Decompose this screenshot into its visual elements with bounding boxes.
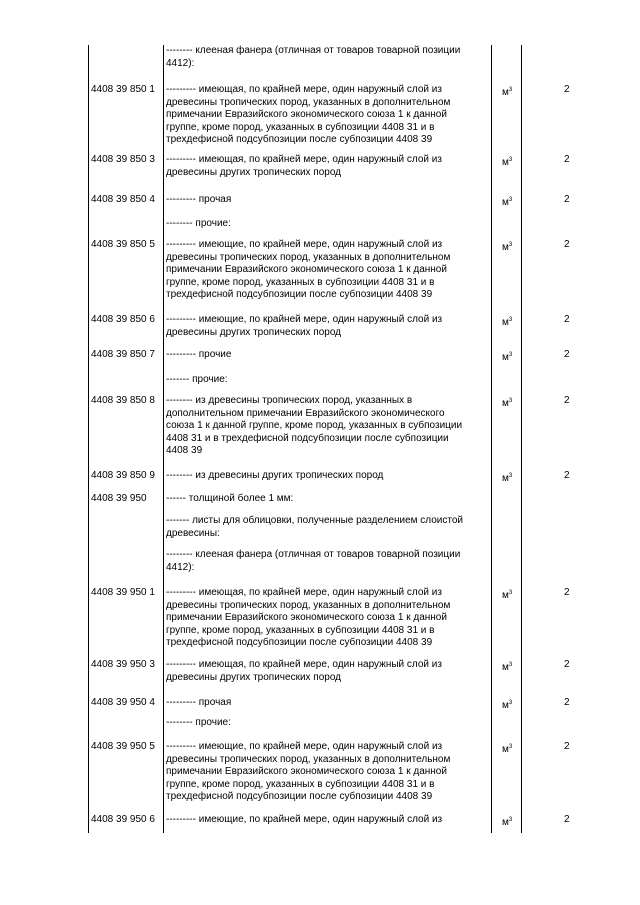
commodity-description: --------- имеющая, по крайней мере, один наружный слой из древесины тропических пород, указанных в дополнительном примечании Евразийского экономического союза 1 к данной группе, кроме пород, указанных в субпозиции 4408 31 и в трехдефисной подсубпозиции после субпозиции 4408 39 bbox=[166, 587, 451, 648]
commodity-code: 4408 39 850 6 bbox=[91, 314, 155, 325]
unit-base: м bbox=[502, 473, 509, 484]
commodity-description: --------- имеющая, по крайней мере, один наружный слой из древесины тропических пород, указанных в дополнительном примечании Евразийского экономического союза 1 к данной группе, кроме пород, указанных в субпозиции 4408 31 и в трехдефисной подсубпозиции после субпозиции 4408 39 bbox=[166, 84, 451, 145]
commodity-description: ------- прочие: bbox=[166, 374, 228, 385]
commodity-description: ------ толщиной более 1 мм: bbox=[166, 493, 294, 504]
value: 2 bbox=[564, 697, 570, 708]
commodity-description: --------- имеющие, по крайней мере, один наружный слой из древесины других тропических пород bbox=[166, 314, 443, 338]
commodity-description: -------- клееная фанера (отличная от товаров товарной позиции 4412): bbox=[166, 45, 461, 69]
value: 2 bbox=[564, 814, 570, 825]
unit-of-measure bbox=[502, 314, 512, 330]
unit-exponent: 3 bbox=[508, 317, 513, 323]
commodity-code: 4408 39 950 3 bbox=[91, 659, 155, 670]
unit-base: м bbox=[502, 817, 509, 828]
unit-base: м bbox=[502, 242, 509, 253]
unit-of-measure bbox=[502, 194, 512, 210]
unit-base: м bbox=[502, 662, 509, 673]
value: 2 bbox=[564, 194, 570, 205]
unit-of-measure bbox=[502, 84, 512, 100]
unit-of-measure bbox=[502, 814, 512, 830]
commodity-description: -------- из древесины тропических пород, указанных в дополнительном примечании Евразийского экономического союза 1 к данной группе, кроме пород, указанных в субпозиции 4408 31 и в трехдефисной подсубпозиции после субпозиции 4408 39 bbox=[166, 395, 463, 456]
commodity-code: 4408 39 850 8 bbox=[91, 395, 155, 406]
commodity-code: 4408 39 850 5 bbox=[91, 239, 155, 250]
commodity-description: --------- имеющие, по крайней мере, один наружный слой из древесины тропических пород, указанных в дополнительном примечании Евразийского экономического союза 1 к данной группе, кроме пород, указанных в субпозиции 4408 31 и в трехдефисной подсубпозиции после субпозиции 4408 39 bbox=[166, 239, 451, 300]
unit-exponent: 3 bbox=[508, 398, 513, 404]
unit-of-measure bbox=[502, 395, 512, 411]
unit-of-measure bbox=[502, 659, 512, 675]
commodity-code: 4408 39 950 6 bbox=[91, 814, 155, 825]
unit-of-measure bbox=[502, 587, 512, 603]
value: 2 bbox=[564, 741, 570, 752]
commodity-code: 4408 39 850 1 bbox=[91, 84, 155, 95]
unit-of-measure bbox=[502, 349, 512, 365]
commodity-description: -------- прочие: bbox=[166, 717, 231, 728]
unit-exponent: 3 bbox=[508, 817, 513, 823]
commodity-description: -------- прочие: bbox=[166, 218, 231, 229]
unit-of-measure bbox=[502, 741, 512, 757]
column-divider-unit bbox=[521, 45, 522, 833]
unit-exponent: 3 bbox=[508, 744, 513, 750]
value: 2 bbox=[564, 587, 570, 598]
unit-base: м bbox=[502, 317, 509, 328]
unit-base: м bbox=[502, 197, 509, 208]
commodity-description: --------- прочая bbox=[166, 194, 232, 205]
commodity-code: 4408 39 950 bbox=[91, 493, 147, 504]
unit-base: м bbox=[502, 700, 509, 711]
unit-exponent: 3 bbox=[508, 700, 513, 706]
unit-of-measure bbox=[502, 697, 512, 713]
commodity-description: -------- клееная фанера (отличная от товаров товарной позиции 4412): bbox=[166, 549, 461, 573]
unit-exponent: 3 bbox=[508, 87, 513, 93]
commodity-description: --------- имеющие, по крайней мере, один наружный слой из древесины тропических пород, указанных в дополнительном примечании Евразийского экономического союза 1 к данной группе, кроме пород, указанных в субпозиции 4408 31 и в трехдефисной подсубпозиции после субпозиции 4408 39 bbox=[166, 741, 451, 802]
table-border-left bbox=[88, 45, 89, 833]
commodity-code: 4408 39 850 9 bbox=[91, 470, 155, 481]
unit-base: м bbox=[502, 157, 509, 168]
value: 2 bbox=[564, 84, 570, 95]
column-divider-code bbox=[163, 45, 164, 833]
value: 2 bbox=[564, 659, 570, 670]
value: 2 bbox=[564, 470, 570, 481]
commodity-description: --------- имеющая, по крайней мере, один наружный слой из древесины других тропических пород bbox=[166, 659, 442, 683]
unit-exponent: 3 bbox=[508, 473, 513, 479]
commodity-description: -------- из древесины других тропических пород bbox=[166, 470, 384, 481]
value: 2 bbox=[564, 239, 570, 250]
unit-base: м bbox=[502, 590, 509, 601]
commodity-description: --------- прочая bbox=[166, 697, 232, 708]
unit-base: м bbox=[502, 744, 509, 755]
unit-exponent: 3 bbox=[508, 662, 513, 668]
unit-of-measure bbox=[502, 154, 512, 170]
unit-of-measure bbox=[502, 239, 512, 255]
unit-exponent: 3 bbox=[508, 590, 513, 596]
unit-exponent: 3 bbox=[508, 242, 513, 248]
value: 2 bbox=[564, 349, 570, 360]
unit-exponent: 3 bbox=[508, 352, 513, 358]
unit-exponent: 3 bbox=[508, 197, 513, 203]
commodity-code: 4408 39 850 4 bbox=[91, 194, 155, 205]
commodity-description: --------- прочие bbox=[166, 349, 232, 360]
commodity-description: ------- листы для облицовки, полученные разделением слоистой древесины: bbox=[166, 515, 463, 539]
unit-base: м bbox=[502, 352, 509, 363]
value: 2 bbox=[564, 395, 570, 406]
commodity-code: 4408 39 950 1 bbox=[91, 587, 155, 598]
commodity-description: --------- имеющая, по крайней мере, один наружный слой из древесины других тропических пород bbox=[166, 154, 442, 178]
commodity-code: 4408 39 950 4 bbox=[91, 697, 155, 708]
unit-base: м bbox=[502, 398, 509, 409]
commodity-code: 4408 39 950 5 bbox=[91, 741, 155, 752]
commodity-description: --------- имеющие, по крайней мере, один наружный слой из bbox=[166, 814, 443, 825]
unit-exponent: 3 bbox=[508, 157, 513, 163]
column-divider-desc bbox=[491, 45, 492, 833]
unit-base: м bbox=[502, 87, 509, 98]
value: 2 bbox=[564, 314, 570, 325]
commodity-code: 4408 39 850 3 bbox=[91, 154, 155, 165]
unit-of-measure bbox=[502, 470, 512, 486]
commodity-code: 4408 39 850 7 bbox=[91, 349, 155, 360]
value: 2 bbox=[564, 154, 570, 165]
